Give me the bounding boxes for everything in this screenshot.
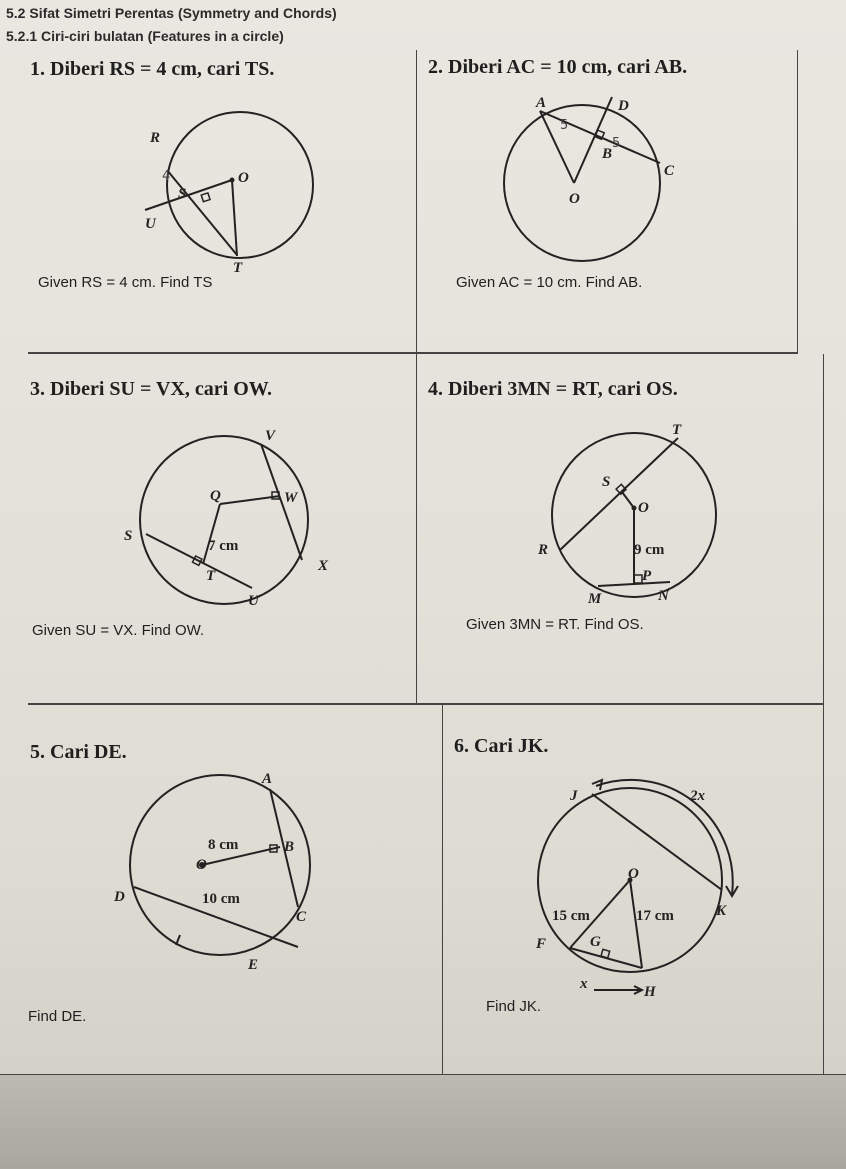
- question-4-number: 4.: [428, 378, 443, 400]
- label-B: B: [284, 839, 295, 855]
- divider-h1: [28, 352, 798, 354]
- figure-q2: [500, 95, 700, 265]
- question-5-number: 5.: [30, 741, 45, 763]
- divider-v3: [442, 705, 443, 1075]
- question-3-text: [30, 378, 272, 401]
- figure-q5: [100, 765, 330, 975]
- label-D: D: [114, 889, 125, 905]
- background-surface: [0, 1075, 846, 1169]
- circle-q3: [140, 436, 308, 604]
- label-x: x: [580, 976, 588, 992]
- label-T: T: [233, 260, 243, 276]
- figure-q3: [120, 420, 329, 610]
- section-title: 5.2 Sifat Simetri Perentas (Symmetry and Chords): [6, 5, 337, 21]
- question-6-english: Find JK.: [486, 998, 542, 1015]
- figure-q6: [530, 770, 750, 1000]
- question-1-english: Given RS = 4 cm. Find TS: [38, 274, 213, 291]
- label-S: S: [124, 528, 133, 544]
- label-U: U: [145, 216, 156, 232]
- label-R: R: [538, 542, 549, 558]
- circle-q5: [130, 775, 310, 955]
- label-8cm: 8 cm: [208, 837, 239, 853]
- question-4-malay: Diberi 3MN = RT, cari OS.: [448, 378, 678, 400]
- question-2-text: [428, 56, 687, 79]
- label-S: S: [178, 186, 187, 202]
- divider-right1: [797, 50, 798, 352]
- label-K: K: [716, 903, 727, 919]
- question-6-text: [454, 735, 548, 758]
- question-4-text: [428, 378, 678, 401]
- question-3-malay: Diberi SU = VX, cari OW.: [50, 378, 272, 400]
- question-6-malay: Cari JK.: [474, 735, 549, 757]
- label-U: U: [248, 593, 259, 609]
- question-2-number: 2.: [428, 56, 443, 78]
- label-9cm: 9 cm: [634, 542, 665, 558]
- divider-v1: [416, 50, 417, 352]
- label-T: T: [206, 568, 216, 584]
- figure-q1: [120, 110, 320, 280]
- subsection-title: 5.2.1 Ciri-ciri bulatan (Features in a circle): [6, 28, 284, 44]
- question-3-number: 3.: [30, 378, 45, 400]
- label-R: R: [150, 130, 161, 146]
- label-C: C: [664, 163, 675, 179]
- label-T: T: [672, 422, 682, 438]
- label-F: F: [536, 936, 547, 952]
- label-D: D: [618, 98, 629, 114]
- question-5-text: [30, 741, 127, 764]
- label-N: N: [658, 588, 669, 604]
- label-X: X: [318, 558, 329, 574]
- question-5-english: Find DE.: [28, 1008, 87, 1025]
- label-S: S: [602, 474, 611, 490]
- divider-h2: [28, 703, 823, 705]
- label-J: J: [570, 788, 578, 804]
- label-17cm: 17 cm: [636, 908, 674, 924]
- question-1-malay: Diberi RS = 4 cm, cari TS.: [50, 58, 275, 80]
- handwritten-4: 4: [162, 169, 171, 184]
- question-3-english: Given SU = VX. Find OW.: [32, 622, 205, 639]
- handwritten-5a: 5: [560, 118, 569, 133]
- question-4-english: Given 3MN = RT. Find OS.: [466, 616, 644, 633]
- label-H: H: [644, 984, 656, 1000]
- label-2x: 2x: [690, 788, 705, 804]
- question-6-number: 6.: [454, 735, 469, 757]
- handwritten-5b: 5: [612, 136, 621, 151]
- label-7cm: 7 cm: [208, 538, 239, 554]
- label-O: O: [569, 191, 580, 207]
- label-O: O: [638, 500, 649, 516]
- label-G: G: [590, 934, 601, 950]
- question-1-number: 1.: [30, 58, 45, 80]
- question-2-english: Given AC = 10 cm. Find AB.: [456, 274, 643, 291]
- label-A: A: [262, 771, 273, 787]
- label-Q: Q: [210, 488, 221, 504]
- question-1-text: [30, 58, 274, 81]
- label-M: M: [588, 591, 602, 607]
- question-2-malay: Diberi AC = 10 cm, cari AB.: [448, 56, 688, 78]
- divider-right2: [823, 354, 824, 1074]
- label-B: B: [602, 146, 613, 162]
- label-W: W: [284, 490, 298, 506]
- label-O: O: [628, 866, 639, 882]
- label-V: V: [265, 428, 276, 444]
- question-5-malay: Cari DE.: [50, 741, 127, 763]
- figure-q4: [530, 420, 730, 610]
- divider-v2: [416, 354, 417, 704]
- label-15cm: 15 cm: [552, 908, 590, 924]
- label-E: E: [248, 957, 259, 973]
- label-A: A: [536, 95, 547, 111]
- label-P: P: [642, 568, 652, 584]
- label-O: O: [196, 857, 207, 873]
- label-10cm: 10 cm: [202, 891, 240, 907]
- label-O: O: [238, 170, 249, 186]
- divider-bottom: [0, 1074, 846, 1075]
- label-C: C: [296, 909, 307, 925]
